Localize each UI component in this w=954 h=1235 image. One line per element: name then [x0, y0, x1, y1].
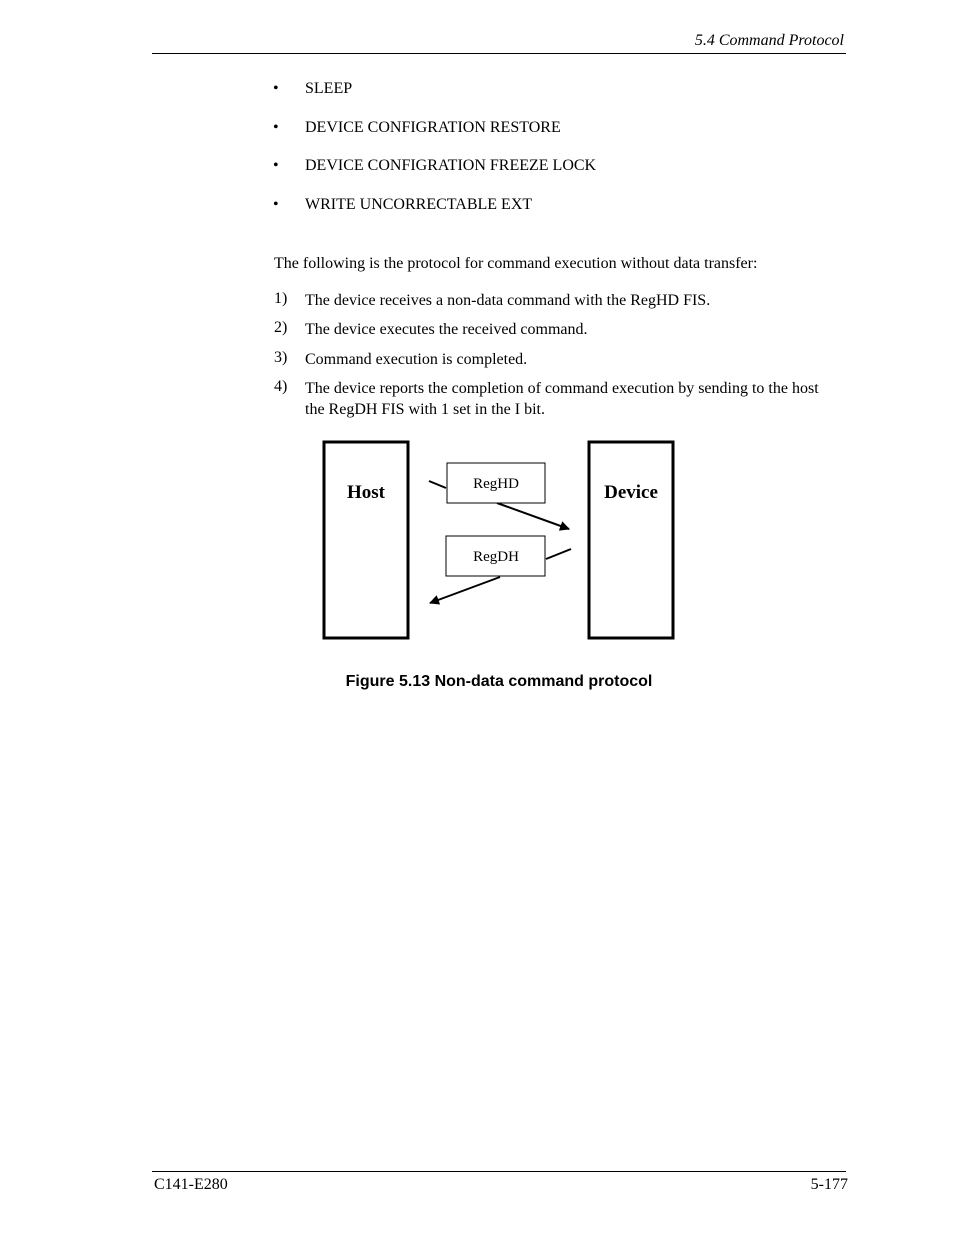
bullet-dot: •: [273, 119, 279, 136]
footer-rule: [152, 1171, 846, 1172]
document-id: C141-E280: [154, 1176, 228, 1193]
arrow-to-host: [430, 577, 500, 603]
bullet-text: DEVICE CONFIGRATION FREEZE LOCK: [305, 157, 597, 174]
step-number: 3): [274, 349, 288, 366]
figure-caption: Figure 5.13 Non-data command protocol: [345, 673, 653, 690]
step-text: The device reports the completion of command execution by sending to the host the RegDH FIS with 1 set in the I bit.: [305, 380, 819, 418]
regdh-label: RegDH: [473, 549, 519, 565]
step-text: The device executes the received command.: [305, 321, 588, 338]
page-number: 5-177: [810, 1176, 848, 1193]
arrow-to-device: [497, 503, 569, 529]
device-label: Device: [604, 482, 658, 503]
bullet-text: WRITE UNCORRECTABLE EXT: [305, 196, 533, 213]
step-text: The device receives a non-data command with the RegHD FIS.: [305, 292, 711, 309]
bullet-dot: •: [273, 157, 279, 174]
step-number: 2): [274, 319, 288, 336]
reghd-label: RegHD: [473, 476, 519, 492]
bullet-text: SLEEP: [305, 80, 353, 97]
bullet-dot: •: [273, 196, 279, 213]
bullet-dot: •: [273, 80, 279, 97]
bullet-text: DEVICE CONFIGRATION RESTORE: [305, 119, 561, 136]
host-label: Host: [347, 482, 385, 503]
device-box: [589, 442, 673, 638]
step-text: Command execution is completed.: [305, 351, 528, 368]
arrow-to-host-tail: [546, 549, 571, 559]
arrow-to-device-tail: [429, 481, 446, 488]
running-header: 5.4 Command Protocol: [694, 32, 844, 49]
step-number: 4): [274, 378, 288, 395]
host-box: [324, 442, 408, 638]
step-number: 1): [274, 290, 288, 307]
intro-paragraph: The following is the protocol for command execution without data transfer:: [274, 255, 758, 272]
